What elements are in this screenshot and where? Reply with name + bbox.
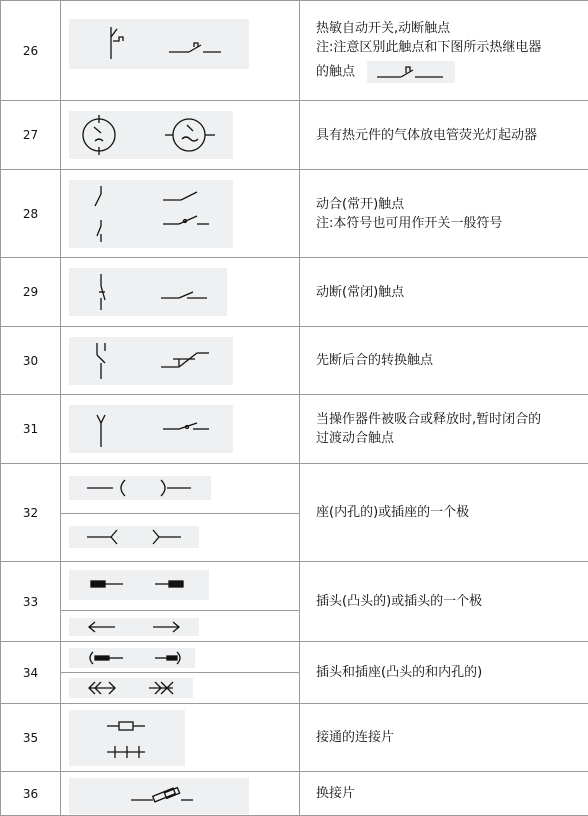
description-line: 注:注意区别此触点和下图所示热继电器: [316, 38, 588, 57]
table-row: [1, 562, 588, 642]
row-number: 28: [1, 170, 61, 258]
row-number: 30: [1, 327, 61, 395]
symbol-cell: [61, 562, 300, 642]
row-number: 31: [1, 395, 61, 464]
table-row: [1, 327, 588, 395]
table-row: [1, 101, 588, 170]
table-row: [1, 464, 588, 562]
description-cell: [300, 395, 588, 464]
description-cell: [300, 170, 588, 258]
description-line: 动合(常开)触点: [316, 195, 588, 214]
table-row: [1, 772, 588, 816]
plug-pole-symbol: [69, 570, 209, 600]
changeover-link-symbol: [69, 778, 249, 814]
description-cell: [300, 562, 588, 642]
thermal-switch-symbol: [69, 19, 249, 69]
row-number: 27: [1, 101, 61, 170]
symbol-cell: [61, 772, 300, 816]
symbol-cell: [61, 101, 300, 170]
closed-link-symbol: [69, 710, 185, 766]
description-line: 过渡动合触点: [316, 429, 588, 448]
description-line: 换接片: [316, 784, 588, 803]
row-number: 33: [1, 562, 61, 642]
plug-and-socket-alt-symbol: [69, 678, 193, 698]
row-number: 34: [1, 642, 61, 704]
description-line: 注:本符号也可用作开关一般符号: [316, 214, 588, 233]
passing-make-contact-symbol: [69, 405, 233, 453]
description-line: 先断后合的转换触点: [316, 351, 588, 370]
row-number: 26: [1, 1, 61, 101]
description-cell: [300, 1, 588, 101]
row-number: 32: [1, 464, 61, 562]
symbol-cell: [61, 642, 300, 704]
symbol-cell: [61, 704, 300, 772]
description-cell: [300, 704, 588, 772]
description-line: 动断(常闭)触点: [316, 283, 588, 302]
description-cell: [300, 464, 588, 562]
changeover-contact-symbol: [69, 337, 233, 385]
socket-pole-symbol: [69, 476, 211, 500]
table-row: [1, 395, 588, 464]
description-cell: [300, 642, 588, 704]
break-contact-symbol: [69, 268, 227, 316]
description-line: 座(内孔的)或插座的一个极: [316, 503, 588, 522]
symbol-cell: [61, 258, 300, 327]
symbol-cell: [61, 395, 300, 464]
symbol-cell: [61, 1, 300, 101]
make-contact-symbol: [69, 180, 233, 248]
description-cell: [300, 327, 588, 395]
description-line: 热敏自动开关,动断触点: [316, 19, 588, 38]
table-row: [1, 258, 588, 327]
description-line: 插头和插座(凸头的和内孔的): [316, 663, 588, 682]
table-row: [1, 642, 588, 704]
thermal-relay-contact-symbol: [367, 61, 455, 83]
description-cell: [300, 258, 588, 327]
row-number: 29: [1, 258, 61, 327]
description-line: 插头(凸头的)或插头的一个极: [316, 592, 588, 611]
plug-pole-arrow-symbol: [69, 618, 199, 636]
description-line: 接通的连接片: [316, 728, 588, 747]
description-cell: [300, 772, 588, 816]
row-number: 36: [1, 772, 61, 816]
row-number: 35: [1, 704, 61, 772]
description-line: 的触点: [316, 64, 355, 79]
description-line: 当操作器件被吸合或释放时,暂时闭合的: [316, 410, 588, 429]
table-row: [1, 1, 588, 101]
table-row: [1, 704, 588, 772]
socket-pole-alt-symbol: [69, 526, 199, 548]
plug-and-socket-symbol: [69, 648, 195, 668]
description-line: 具有热元件的气体放电管荧光灯起动器: [316, 126, 588, 145]
starter-symbol: [69, 111, 233, 159]
table-row: [1, 170, 588, 258]
symbol-cell: [61, 464, 300, 562]
symbol-cell: [61, 327, 300, 395]
symbol-cell: [61, 170, 300, 258]
description-cell: [300, 101, 588, 170]
